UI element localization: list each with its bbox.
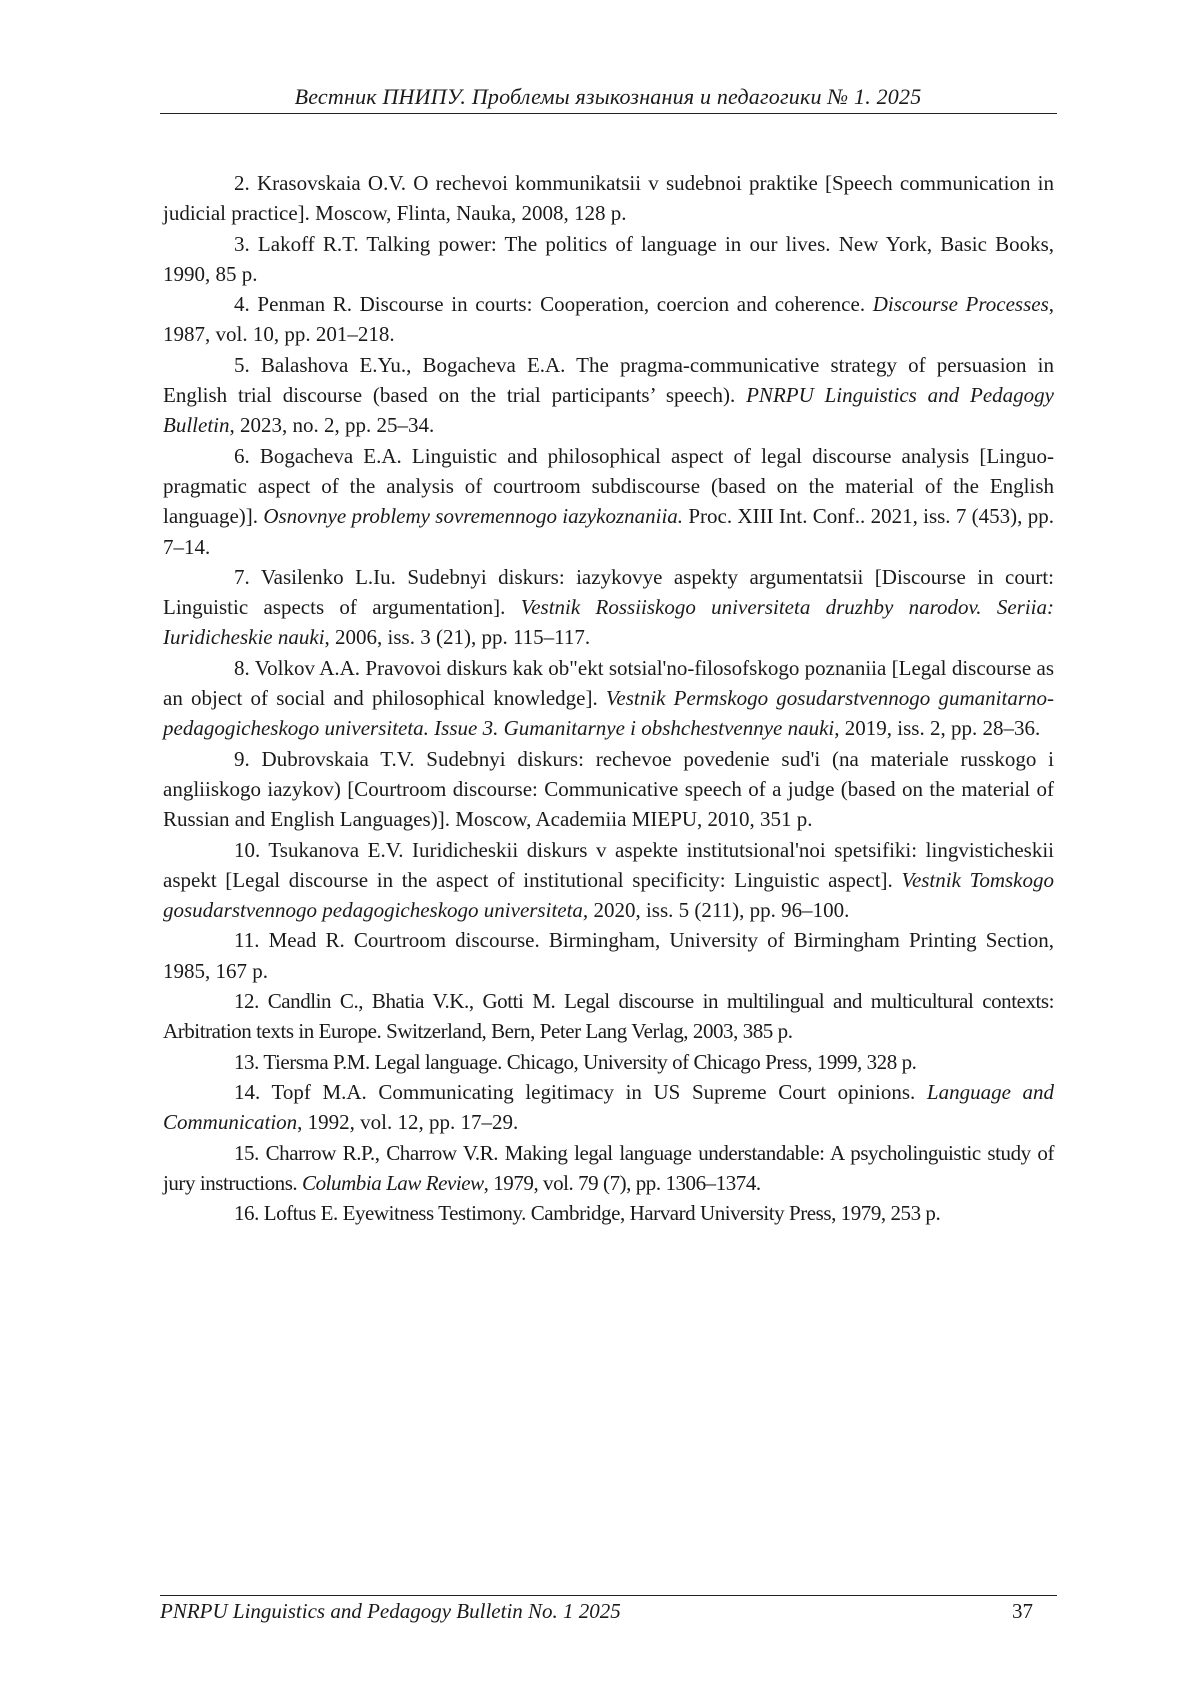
reference-item xyxy=(163,289,1054,350)
reference-source-title: PNRPU Linguistics and Pedagogy Bulletin xyxy=(163,383,1054,438)
reference-item xyxy=(163,653,1054,744)
reference-details: , 1987, vol. 10, pp. 201–218. xyxy=(163,292,1055,347)
reference-text: 10. Tsukanova E.V. Iuridicheskii diskurs v aspekte institutsional'noi spetsifiki: lingvisticheskii aspekt [Legal discourse in the aspect of institutional specificity: Linguistic aspect]. xyxy=(163,837,1054,892)
reference-source-title: Discourse Processes xyxy=(872,292,1049,317)
reference-details: 2020, iss. 5 (211), pp. 96–100. xyxy=(588,898,850,923)
reference-text: 13. Tiersma P.M. Legal language. Chicago, University of Chicago Press, 1999, 328 p. xyxy=(234,1049,917,1074)
reference-text: 14. Topf M.A. Communicating legitimacy in US Supreme Court opinions. xyxy=(234,1079,927,1104)
reference-source-title: Vestnik Tomskogo gosudarstvennogo pedagogicheskogo universiteta, xyxy=(163,867,1054,923)
reference-source-title: Vestnik Rossiiskogo universiteta druzhby narodov. Seriia: Iuridicheskie nauki xyxy=(163,595,1054,650)
reference-text: 2. Krasovskaia O.V. O rechevoi kommunikatsii v sudebnoi praktike [Speech communication in judicial practice]. Moscow, Flinta, Nauka, 2008, 128 p. xyxy=(163,171,1054,226)
reference-item xyxy=(163,229,1054,290)
header-divider xyxy=(160,113,1057,114)
reference-details: Proc. XIII Int. Conf.. 2021, iss. 7 (453), pp. 7–14. xyxy=(163,504,1054,559)
reference-text: 12. Candlin C., Bhatia V.K., Gotti M. Legal discourse in multilingual and multicultural contexts: Arbitration texts in Europe. Switzerland, Bern, Peter Lang Verlag, 2003, 385 p. xyxy=(163,989,1054,1044)
reference-text: 16. Loftus E. Eyewitness Testimony. Cambridge, Harvard University Press, 1979, 253 p. xyxy=(234,1201,941,1226)
reference-text: 4. Penman R. Discourse in courts: Cooperation, coercion and coherence. xyxy=(234,292,873,317)
reference-details: , 2023, no. 2, pp. 25–34. xyxy=(229,413,435,438)
reference-source-title: Language and Communication xyxy=(163,1079,1055,1135)
reference-item xyxy=(163,350,1054,441)
page-number: 37 xyxy=(1012,1599,1033,1623)
reference-item xyxy=(163,168,1054,229)
reference-details: , 2006, iss. 3 (21), pp. 115–117. xyxy=(324,625,591,650)
reference-text: 11. Mead R. Courtroom discourse. Birmingham, University of Birmingham Printing Section, 1985, 167 p. xyxy=(163,928,1054,983)
reference-item xyxy=(163,441,1054,562)
reference-item xyxy=(163,835,1054,926)
reference-item xyxy=(163,986,1054,1047)
reference-text: 6. Bogacheva E.A. Linguistic and philosophical aspect of legal discourse analysis [Linguo-pragmatic aspect of the analysis of courtroom subdiscourse (based on the material of the English language)]. xyxy=(163,443,1054,529)
reference-item xyxy=(163,744,1054,835)
reference-item xyxy=(163,1198,1054,1228)
reference-source-title: Osnovnye problemy sovremennogo iazykoznaniia. xyxy=(263,504,684,529)
reference-text: 15. Charrow R.P., Charrow V.R. Making legal language understandable: A psycholinguistic study of jury instructions. xyxy=(163,1140,1054,1195)
reference-text: 9. Dubrovskaia T.V. Sudebnyi diskurs: rechevoe povedenie sud'i (na materiale russkogo i angliiskogo iazykov) [Courtroom discourse: Communicative speech of a judge (based on the material of Russian and English Languages)]. Moscow, Academiia MIEPU, 2010, 351 p. xyxy=(163,746,1054,832)
reference-item xyxy=(163,1077,1054,1138)
footer-divider xyxy=(160,1595,1057,1596)
reference-source-title: Vestnik Permskogo gosudarstvennogo gumanitarno-pedagogicheskogo universiteta. Issue 3. Gumanitarnye i obshchestvennye nauki xyxy=(163,686,1054,741)
reference-list xyxy=(163,168,1054,1228)
running-header: Вестник ПНИПУ. Проблемы языкознания и педагогики № 1. 2025 xyxy=(294,84,922,109)
reference-details: , 1979, vol. 79 (7), pp. 1306–1374. xyxy=(483,1170,761,1195)
reference-details: , 2019, iss. 2, pp. 28–36. xyxy=(834,716,1041,741)
reference-text: 5. Balashova E.Yu., Bogacheva E.A. The pragma-communicative strategy of persuasion in English trial discourse (based on the trial participants’ speech). xyxy=(163,352,1054,408)
reference-item xyxy=(163,1047,1054,1077)
reference-details: , 1992, vol. 12, pp. 17–29. xyxy=(297,1110,519,1135)
reference-text: 8. Volkov A.A. Pravovoi diskurs kak ob"ekt sotsial'no-filosofskogo poznaniia [Legal discourse as an object of social and philosophical knowledge]. xyxy=(163,655,1054,711)
reference-item xyxy=(163,562,1054,653)
reference-item xyxy=(163,1138,1054,1199)
reference-item xyxy=(163,925,1054,986)
reference-text: 3. Lakoff R.T. Talking power: The politics of language in our lives. New York, Basic Books, 1990, 85 p. xyxy=(163,231,1054,286)
reference-source-title: Columbia Law Review xyxy=(302,1170,484,1195)
footer-journal-title: PNRPU Linguistics and Pedagogy Bulletin No. 1 2025 xyxy=(160,1599,621,1623)
reference-text: 7. Vasilenko L.Iu. Sudebnyi diskurs: iazykovye aspekty argumentatsii [Discourse in court: Linguistic aspects of argumentation]. xyxy=(163,564,1054,620)
